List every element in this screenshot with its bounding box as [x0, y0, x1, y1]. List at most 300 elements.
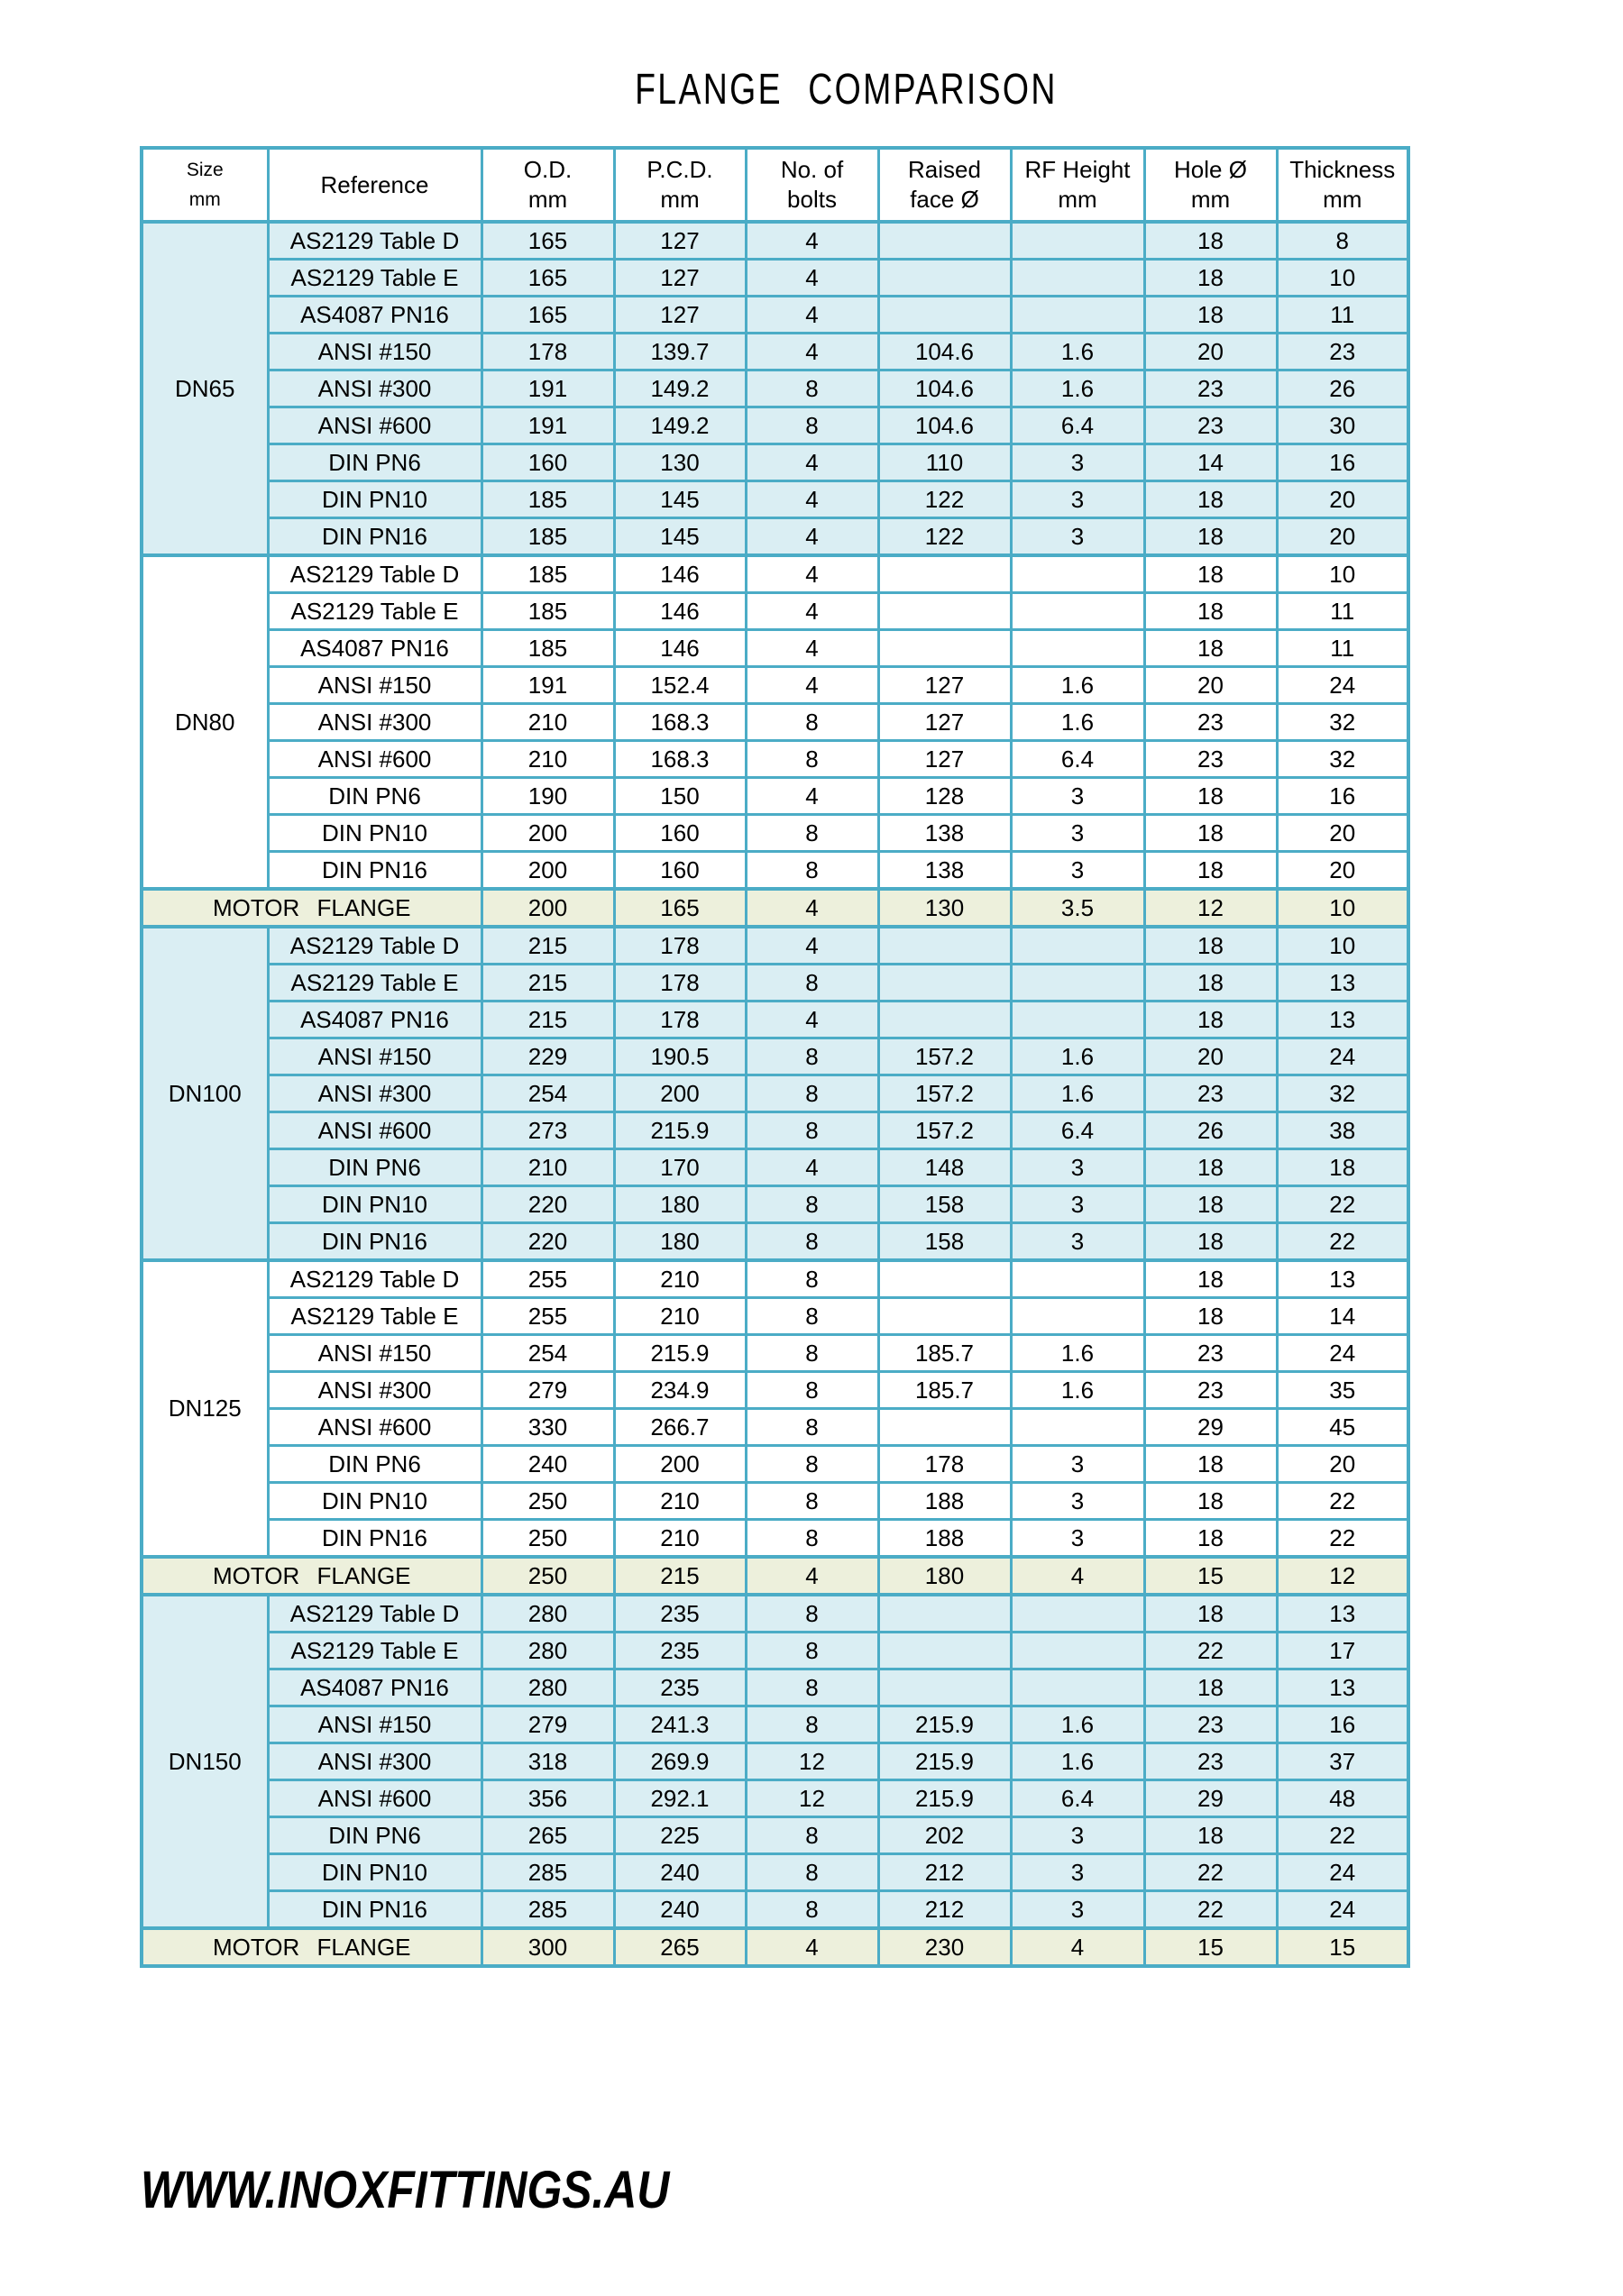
cell-rf-height: 3.5	[1011, 889, 1144, 927]
cell-od: 250	[481, 1557, 614, 1595]
cell-rf-height: 3	[1011, 1520, 1144, 1558]
cell-thickness: 35	[1277, 1372, 1408, 1409]
cell-raised-face	[878, 593, 1011, 630]
table-row-dn65-1	[142, 260, 1408, 297]
cell-pcd: 215.9	[614, 1335, 746, 1372]
cell-raised-face: 188	[878, 1520, 1011, 1558]
cell-od: 220	[481, 1186, 614, 1223]
table-row-dn80-3	[142, 667, 1408, 704]
col-header-hole: Hole Ø mm	[1144, 148, 1277, 222]
cell-pcd: 292.1	[614, 1780, 746, 1817]
cell-thickness: 11	[1277, 593, 1408, 630]
cell-hole: 18	[1144, 222, 1277, 260]
table-row-dn150-4	[142, 1743, 1408, 1780]
cell-raised-face	[878, 630, 1011, 667]
cell-pcd: 215	[614, 1557, 746, 1595]
table-row-dn100-4	[142, 1075, 1408, 1112]
cell-od: 254	[481, 1335, 614, 1372]
cell-od: 280	[481, 1669, 614, 1706]
table-row-dn125-5	[142, 1446, 1408, 1483]
cell-thickness: 11	[1277, 630, 1408, 667]
size-group-label-dn65: DN65	[142, 222, 268, 555]
cell-pcd: 240	[614, 1891, 746, 1929]
cell-hole: 18	[1144, 1260, 1277, 1298]
cell-thickness: 22	[1277, 1520, 1408, 1558]
cell-thickness: 22	[1277, 1186, 1408, 1223]
cell-od: 185	[481, 518, 614, 556]
cell-pcd: 235	[614, 1669, 746, 1706]
cell-rf-height	[1011, 1633, 1144, 1669]
cell-rf-height: 1.6	[1011, 1743, 1144, 1780]
cell-reference: DIN PN10	[268, 1186, 481, 1223]
table-row-dn125-4	[142, 1409, 1408, 1446]
cell-thickness: 20	[1277, 852, 1408, 890]
cell-pcd: 235	[614, 1595, 746, 1633]
cell-reference: DIN PN10	[268, 815, 481, 852]
table-row-dn80-5	[142, 741, 1408, 778]
cell-rf-height	[1011, 222, 1144, 260]
cell-hole: 15	[1144, 1557, 1277, 1595]
cell-bolts: 8	[746, 1335, 878, 1372]
cell-rf-height: 1.6	[1011, 1706, 1144, 1743]
cell-od: 200	[481, 852, 614, 890]
table-row-dn80-7	[142, 815, 1408, 852]
cell-hole: 23	[1144, 704, 1277, 741]
cell-rf-height: 3	[1011, 1446, 1144, 1483]
cell-raised-face: 104.6	[878, 370, 1011, 407]
cell-reference: DIN PN6	[268, 778, 481, 815]
cell-pcd: 150	[614, 778, 746, 815]
cell-raised-face: 122	[878, 518, 1011, 556]
size-group-label-dn150: DN150	[142, 1595, 268, 1928]
col-header-od: O.D. mm	[481, 148, 614, 222]
cell-raised-face: 110	[878, 444, 1011, 481]
cell-thickness: 14	[1277, 1298, 1408, 1335]
cell-reference: AS2129 Table D	[268, 1260, 481, 1298]
cell-rf-height	[1011, 260, 1144, 297]
size-group-label-dn80: DN80	[142, 555, 268, 889]
cell-thickness: 10	[1277, 889, 1408, 927]
cell-pcd: 130	[614, 444, 746, 481]
cell-thickness: 16	[1277, 1706, 1408, 1743]
cell-reference: DIN PN6	[268, 1446, 481, 1483]
cell-raised-face: 122	[878, 481, 1011, 518]
cell-raised-face: 212	[878, 1854, 1011, 1891]
cell-rf-height: 6.4	[1011, 407, 1144, 444]
cell-raised-face: 138	[878, 852, 1011, 890]
cell-hole: 14	[1144, 444, 1277, 481]
table-row-dn65-3	[142, 334, 1408, 370]
cell-hole: 20	[1144, 1038, 1277, 1075]
cell-od: 210	[481, 741, 614, 778]
cell-rf-height: 3	[1011, 815, 1144, 852]
cell-hole: 18	[1144, 481, 1277, 518]
cell-thickness: 37	[1277, 1743, 1408, 1780]
cell-rf-height: 4	[1011, 1928, 1144, 1966]
cell-rf-height: 1.6	[1011, 334, 1144, 370]
cell-bolts: 4	[746, 593, 878, 630]
cell-reference: DIN PN10	[268, 481, 481, 518]
cell-raised-face: 230	[878, 1928, 1011, 1966]
cell-thickness: 45	[1277, 1409, 1408, 1446]
cell-hole: 23	[1144, 370, 1277, 407]
cell-thickness: 13	[1277, 1669, 1408, 1706]
cell-raised-face: 185.7	[878, 1335, 1011, 1372]
cell-reference: AS4087 PN16	[268, 1669, 481, 1706]
cell-raised-face: 138	[878, 815, 1011, 852]
cell-hole: 18	[1144, 518, 1277, 556]
cell-hole: 18	[1144, 1002, 1277, 1038]
cell-pcd: 200	[614, 1446, 746, 1483]
cell-rf-height: 3	[1011, 1891, 1144, 1929]
cell-pcd: 178	[614, 927, 746, 965]
cell-hole: 26	[1144, 1112, 1277, 1149]
cell-reference: ANSI #300	[268, 1075, 481, 1112]
table-row-dn125-3	[142, 1372, 1408, 1409]
cell-pcd: 160	[614, 852, 746, 890]
cell-reference: AS2129 Table E	[268, 260, 481, 297]
cell-rf-height: 1.6	[1011, 1038, 1144, 1075]
cell-rf-height	[1011, 593, 1144, 630]
cell-pcd: 168.3	[614, 741, 746, 778]
cell-thickness: 24	[1277, 1335, 1408, 1372]
cell-thickness: 23	[1277, 334, 1408, 370]
cell-reference: DIN PN16	[268, 518, 481, 556]
motor-flange-label: MOTOR FLANGE	[142, 889, 481, 927]
cell-reference: DIN PN16	[268, 852, 481, 890]
cell-rf-height: 3	[1011, 481, 1144, 518]
cell-od: 279	[481, 1706, 614, 1743]
cell-rf-height	[1011, 1298, 1144, 1335]
table-body	[142, 222, 1408, 1966]
cell-thickness: 17	[1277, 1633, 1408, 1669]
cell-bolts: 4	[746, 334, 878, 370]
col-header-thickness: Thickness mm	[1277, 148, 1408, 222]
cell-od: 185	[481, 555, 614, 593]
cell-rf-height	[1011, 1669, 1144, 1706]
table-row-dn100-0	[142, 927, 1408, 965]
cell-bolts: 8	[746, 1854, 878, 1891]
cell-bolts: 4	[746, 889, 878, 927]
cell-hole: 18	[1144, 815, 1277, 852]
cell-rf-height	[1011, 1260, 1144, 1298]
cell-hole: 18	[1144, 1149, 1277, 1186]
cell-thickness: 22	[1277, 1483, 1408, 1520]
table-row-dn80-2	[142, 630, 1408, 667]
table-row-dn150-8	[142, 1891, 1408, 1929]
cell-bolts: 4	[746, 297, 878, 334]
cell-bolts: 8	[746, 1260, 878, 1298]
header-row	[142, 148, 1408, 222]
cell-bolts: 4	[746, 1557, 878, 1595]
cell-rf-height: 6.4	[1011, 1780, 1144, 1817]
cell-raised-face: 188	[878, 1483, 1011, 1520]
table-row-dn80-6	[142, 778, 1408, 815]
cell-reference: AS2129 Table E	[268, 593, 481, 630]
cell-od: 265	[481, 1817, 614, 1854]
cell-pcd: 210	[614, 1520, 746, 1558]
cell-od: 210	[481, 704, 614, 741]
cell-rf-height: 3	[1011, 518, 1144, 556]
table-row-dn150-5	[142, 1780, 1408, 1817]
cell-bolts: 8	[746, 1891, 878, 1929]
motor-flange-label: MOTOR FLANGE	[142, 1557, 481, 1595]
cell-rf-height: 1.6	[1011, 370, 1144, 407]
cell-hole: 18	[1144, 927, 1277, 965]
table-row-dn100-6	[142, 1149, 1408, 1186]
cell-pcd: 152.4	[614, 667, 746, 704]
cell-thickness: 20	[1277, 1446, 1408, 1483]
cell-raised-face: 157.2	[878, 1075, 1011, 1112]
cell-pcd: 210	[614, 1298, 746, 1335]
cell-reference: ANSI #600	[268, 1112, 481, 1149]
cell-pcd: 234.9	[614, 1372, 746, 1409]
cell-bolts: 8	[746, 1483, 878, 1520]
cell-reference: ANSI #300	[268, 704, 481, 741]
cell-reference: AS2129 Table D	[268, 555, 481, 593]
cell-reference: DIN PN10	[268, 1483, 481, 1520]
cell-reference: DIN PN10	[268, 1854, 481, 1891]
cell-reference: AS2129 Table E	[268, 1633, 481, 1669]
cell-hole: 12	[1144, 889, 1277, 927]
cell-pcd: 178	[614, 1002, 746, 1038]
cell-od: 273	[481, 1112, 614, 1149]
cell-raised-face: 158	[878, 1223, 1011, 1261]
cell-hole: 22	[1144, 1854, 1277, 1891]
cell-raised-face	[878, 222, 1011, 260]
cell-reference: DIN PN16	[268, 1223, 481, 1261]
cell-pcd: 215.9	[614, 1112, 746, 1149]
cell-hole: 29	[1144, 1409, 1277, 1446]
cell-thickness: 22	[1277, 1817, 1408, 1854]
cell-raised-face	[878, 555, 1011, 593]
cell-rf-height	[1011, 630, 1144, 667]
cell-pcd: 178	[614, 965, 746, 1002]
cell-od: 280	[481, 1633, 614, 1669]
cell-od: 185	[481, 481, 614, 518]
cell-pcd: 165	[614, 889, 746, 927]
table-row-dn80-4	[142, 704, 1408, 741]
cell-rf-height: 3	[1011, 1854, 1144, 1891]
cell-thickness: 24	[1277, 667, 1408, 704]
col-header-size: Size mm	[142, 148, 268, 222]
cell-od: 191	[481, 370, 614, 407]
cell-od: 185	[481, 630, 614, 667]
cell-rf-height: 3	[1011, 444, 1144, 481]
cell-thickness: 24	[1277, 1854, 1408, 1891]
cell-bolts: 4	[746, 1928, 878, 1966]
table-row-dn65-7	[142, 481, 1408, 518]
cell-bolts: 8	[746, 852, 878, 890]
cell-pcd: 269.9	[614, 1743, 746, 1780]
table-row-dn65-5	[142, 407, 1408, 444]
cell-reference: DIN PN16	[268, 1891, 481, 1929]
cell-thickness: 10	[1277, 927, 1408, 965]
cell-pcd: 266.7	[614, 1409, 746, 1446]
cell-pcd: 200	[614, 1075, 746, 1112]
cell-thickness: 20	[1277, 815, 1408, 852]
cell-thickness: 15	[1277, 1928, 1408, 1966]
cell-rf-height: 3	[1011, 1817, 1144, 1854]
cell-raised-face: 180	[878, 1557, 1011, 1595]
cell-od: 191	[481, 407, 614, 444]
table-row-dn150-1	[142, 1633, 1408, 1669]
cell-raised-face: 212	[878, 1891, 1011, 1929]
cell-rf-height: 6.4	[1011, 1112, 1144, 1149]
cell-hole: 23	[1144, 1372, 1277, 1409]
cell-raised-face: 185.7	[878, 1372, 1011, 1409]
cell-thickness: 38	[1277, 1112, 1408, 1149]
cell-bolts: 4	[746, 444, 878, 481]
cell-raised-face: 215.9	[878, 1743, 1011, 1780]
cell-od: 285	[481, 1891, 614, 1929]
cell-thickness: 20	[1277, 518, 1408, 556]
table-row-dn100-3	[142, 1038, 1408, 1075]
cell-hole: 18	[1144, 1520, 1277, 1558]
cell-reference: ANSI #300	[268, 1743, 481, 1780]
cell-pcd: 190.5	[614, 1038, 746, 1075]
cell-pcd: 180	[614, 1223, 746, 1261]
cell-hole: 18	[1144, 1298, 1277, 1335]
cell-raised-face	[878, 1298, 1011, 1335]
cell-pcd: 127	[614, 222, 746, 260]
cell-od: 318	[481, 1743, 614, 1780]
cell-raised-face: 127	[878, 741, 1011, 778]
col-header-reference: Reference	[268, 148, 481, 222]
cell-bolts: 12	[746, 1780, 878, 1817]
cell-bolts: 4	[746, 927, 878, 965]
cell-rf-height	[1011, 555, 1144, 593]
cell-raised-face: 130	[878, 889, 1011, 927]
cell-od: 200	[481, 815, 614, 852]
cell-od: 250	[481, 1483, 614, 1520]
cell-thickness: 12	[1277, 1557, 1408, 1595]
cell-hole: 18	[1144, 1446, 1277, 1483]
size-group-label-dn125: DN125	[142, 1260, 268, 1557]
table-row-dn150-7	[142, 1854, 1408, 1891]
cell-hole: 18	[1144, 852, 1277, 890]
cell-rf-height: 3	[1011, 1149, 1144, 1186]
cell-reference: AS2129 Table D	[268, 222, 481, 260]
col-header-pcd: P.C.D. mm	[614, 148, 746, 222]
cell-bolts: 4	[746, 518, 878, 556]
cell-raised-face: 157.2	[878, 1038, 1011, 1075]
cell-rf-height	[1011, 1409, 1144, 1446]
table-row-dn150-2	[142, 1669, 1408, 1706]
cell-bolts: 8	[746, 1669, 878, 1706]
cell-pcd: 240	[614, 1854, 746, 1891]
cell-bolts: 8	[746, 1186, 878, 1223]
cell-pcd: 146	[614, 555, 746, 593]
cell-raised-face	[878, 1409, 1011, 1446]
cell-bolts: 8	[746, 1595, 878, 1633]
cell-bolts: 8	[746, 965, 878, 1002]
website-footer: WWW.INOXFITTINGS.AU	[141, 2161, 670, 2219]
cell-raised-face: 202	[878, 1817, 1011, 1854]
cell-bolts: 8	[746, 1817, 878, 1854]
cell-raised-face: 104.6	[878, 334, 1011, 370]
cell-hole: 18	[1144, 555, 1277, 593]
cell-reference: ANSI #150	[268, 1038, 481, 1075]
cell-raised-face: 127	[878, 667, 1011, 704]
cell-hole: 18	[1144, 297, 1277, 334]
cell-od: 178	[481, 334, 614, 370]
cell-pcd: 146	[614, 593, 746, 630]
cell-pcd: 225	[614, 1817, 746, 1854]
cell-od: 356	[481, 1780, 614, 1817]
cell-thickness: 32	[1277, 1075, 1408, 1112]
cell-thickness: 16	[1277, 444, 1408, 481]
cell-thickness: 30	[1277, 407, 1408, 444]
cell-bolts: 4	[746, 555, 878, 593]
cell-pcd: 265	[614, 1928, 746, 1966]
cell-rf-height: 3	[1011, 1186, 1144, 1223]
cell-thickness: 32	[1277, 704, 1408, 741]
cell-bolts: 8	[746, 1298, 878, 1335]
cell-rf-height: 3	[1011, 852, 1144, 890]
cell-hole: 18	[1144, 1595, 1277, 1633]
cell-bolts: 4	[746, 667, 878, 704]
cell-raised-face: 148	[878, 1149, 1011, 1186]
motor-flange-row	[142, 1928, 1408, 1966]
cell-raised-face: 128	[878, 778, 1011, 815]
cell-reference: ANSI #150	[268, 667, 481, 704]
cell-bolts: 8	[746, 407, 878, 444]
cell-thickness: 13	[1277, 1260, 1408, 1298]
cell-reference: DIN PN16	[268, 1520, 481, 1558]
cell-hole: 18	[1144, 778, 1277, 815]
cell-thickness: 48	[1277, 1780, 1408, 1817]
cell-rf-height: 6.4	[1011, 741, 1144, 778]
cell-od: 185	[481, 593, 614, 630]
cell-rf-height: 3	[1011, 778, 1144, 815]
cell-bolts: 8	[746, 1446, 878, 1483]
cell-od: 279	[481, 1372, 614, 1409]
cell-hole: 20	[1144, 667, 1277, 704]
cell-pcd: 210	[614, 1260, 746, 1298]
cell-reference: DIN PN6	[268, 1817, 481, 1854]
cell-pcd: 139.7	[614, 334, 746, 370]
cell-reference: AS2129 Table D	[268, 1595, 481, 1633]
cell-reference: AS4087 PN16	[268, 1002, 481, 1038]
cell-raised-face	[878, 1260, 1011, 1298]
cell-pcd: 146	[614, 630, 746, 667]
cell-rf-height: 1.6	[1011, 1335, 1144, 1372]
cell-bolts: 8	[746, 1706, 878, 1743]
cell-bolts: 4	[746, 481, 878, 518]
page-title	[34, 65, 1623, 114]
cell-reference: AS4087 PN16	[268, 297, 481, 334]
cell-hole: 18	[1144, 1483, 1277, 1520]
cell-pcd: 168.3	[614, 704, 746, 741]
cell-thickness: 16	[1277, 778, 1408, 815]
cell-bolts: 8	[746, 1409, 878, 1446]
cell-pcd: 210	[614, 1483, 746, 1520]
size-group-label-dn100: DN100	[142, 927, 268, 1260]
cell-raised-face	[878, 1002, 1011, 1038]
cell-reference: ANSI #300	[268, 1372, 481, 1409]
cell-od: 215	[481, 927, 614, 965]
table-row-dn150-0	[142, 1595, 1408, 1633]
cell-rf-height: 3	[1011, 1483, 1144, 1520]
cell-raised-face	[878, 297, 1011, 334]
cell-od: 255	[481, 1298, 614, 1335]
cell-raised-face	[878, 1595, 1011, 1633]
cell-reference: ANSI #600	[268, 1409, 481, 1446]
table-row-dn80-8	[142, 852, 1408, 890]
col-header-bolts: No. of bolts	[746, 148, 878, 222]
cell-od: 215	[481, 965, 614, 1002]
